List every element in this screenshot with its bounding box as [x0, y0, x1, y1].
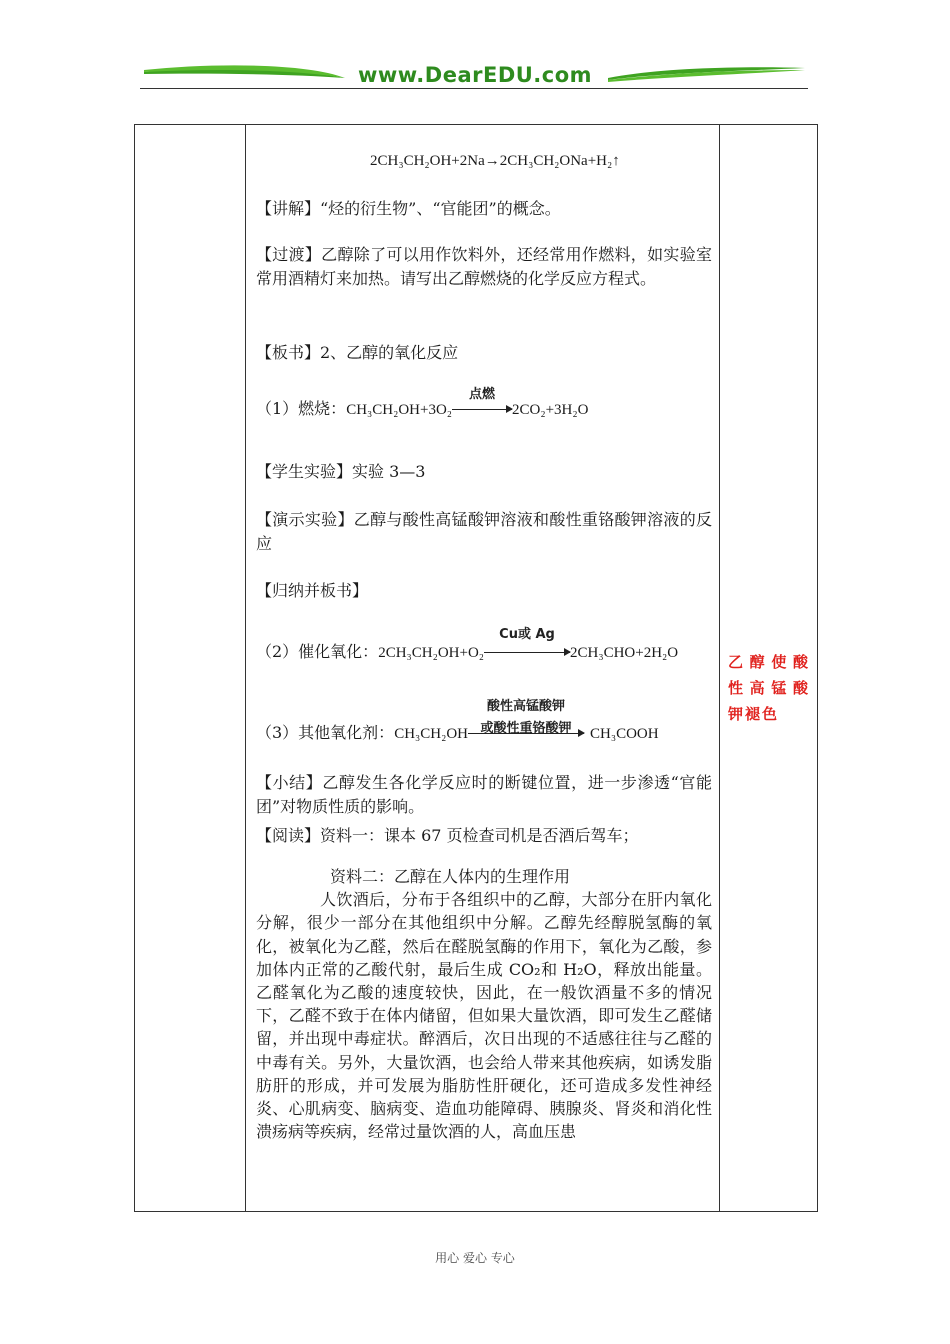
page-header [140, 58, 810, 98]
catalytic-equation [256, 627, 679, 665]
other-prefix: （3）其他氧化剂： [256, 723, 395, 742]
main-content-cell [246, 125, 720, 1212]
explain-line: 【讲解】“烃的衍生物”、“官能团”的概念。 [256, 199, 561, 218]
combustion-equation [256, 387, 589, 422]
other-condition-bottom: 或酸性重铬酸钾 [480, 721, 572, 736]
side-note-line: 钾褪色 [728, 705, 780, 723]
combustion-arrow [452, 387, 512, 421]
other-reactants: CH₃CH₂OH [394, 726, 468, 742]
reading-source-one: 【阅读】资料一：课本 67 页检查司机是否酒后驾车； [256, 826, 639, 845]
reading-source-two: 资料二：乙醇在人体内的生理作用 [330, 867, 571, 886]
site-brand-logo[interactable]: www.DearEDU.com [357, 63, 593, 87]
combustion-reactants: CH₃CH₂OH+3O₂ [346, 402, 453, 418]
reading-section [256, 865, 712, 1143]
combustion-products: 2CO₂+3H₂O [512, 402, 589, 418]
side-note-line: 乙醇使酸 [728, 653, 810, 671]
header-rule [140, 88, 808, 89]
side-note [728, 649, 810, 727]
other-condition-top: 酸性高锰酸钾 [486, 699, 565, 714]
student-experiment-line: 【学生实验】实验 3—3 [256, 462, 426, 481]
summary-board-line: 【归纳并板书】 [256, 581, 369, 600]
left-column-cell [135, 125, 246, 1212]
combustion-prefix: （1）燃烧： [256, 399, 347, 418]
right-notes-cell [720, 125, 818, 1212]
combustion-condition: 点燃 [469, 387, 496, 402]
transition-paragraph: 【过渡】乙醇除了可以用作饮料外，还经常用作燃料，如实验室常用酒精灯来加热。请写出乙醇燃烧的化学反应方程式。 [256, 245, 712, 288]
demo-experiment-paragraph: 【演示实验】乙醇与酸性高锰酸钾溶液和酸性重铬酸钾溶液的反应 [256, 510, 712, 553]
conclusion-paragraph: 【小结】乙醇发生各化学反应时的断键位置，进一步渗透“官能团”对物质性质的影响。 [256, 773, 712, 816]
reaction-arrow-icon [484, 652, 570, 653]
reaction-arrow-icon [452, 409, 512, 410]
catalytic-products: 2CH₃CHO+2H₂O [570, 645, 679, 661]
other-oxidant-equation [256, 699, 659, 746]
catalytic-condition: Cu或 Ag [499, 627, 555, 642]
lesson-table [134, 124, 818, 1212]
board-title-line: 【板书】2、乙醇的氧化反应 [256, 343, 459, 362]
reading-body: 人饮酒后，分布于各组织中的乙醇，大部分在肝内氧化分解，很少一部分在其他组织中分解。乙醇先经醇脱氢酶的氧化，被氧化为乙醛，然后在醛脱氢酶的作用下，氧化为乙酸，参加体内正常的乙酸代射，最后生成 CO₂和 H₂O，释放出能量。乙醛氧化为乙酸的速度较快，因此，在一般饮酒量不多的情况下，乙醛不致于在体内储留，但如果大量饮酒，即可发生乙醛储留，并出现中毒症状。醉酒后，次日出现的不适感往往与乙醛的中毒有关。另外，大量饮酒，也会给人带来其他疾病，如诱发脂肪肝的形成，并可发展为脂肪性肝硬化，还可造成多发性神经炎、心肌病变、脑病变、造血功能障碍、胰腺炎、肾炎和消化性溃疡病等疾病，经常过量饮酒的人，高血压患 [256, 890, 712, 1142]
other-arrow [468, 699, 584, 745]
catalytic-reactants: 2CH₃CH₂OH+O₂ [378, 645, 485, 661]
catalytic-prefix: （2）催化氧化： [256, 642, 379, 661]
sodium-reaction-equation: 2CH₃CH₂OH+2Na→2CH₃CH₂ONa+H₂↑ [370, 153, 620, 169]
other-products: CH₃COOH [590, 726, 659, 742]
page-footer: 用心 爱心 专心 [435, 1251, 515, 1265]
catalytic-arrow [484, 627, 570, 664]
side-note-line: 性高锰酸 [728, 679, 810, 697]
